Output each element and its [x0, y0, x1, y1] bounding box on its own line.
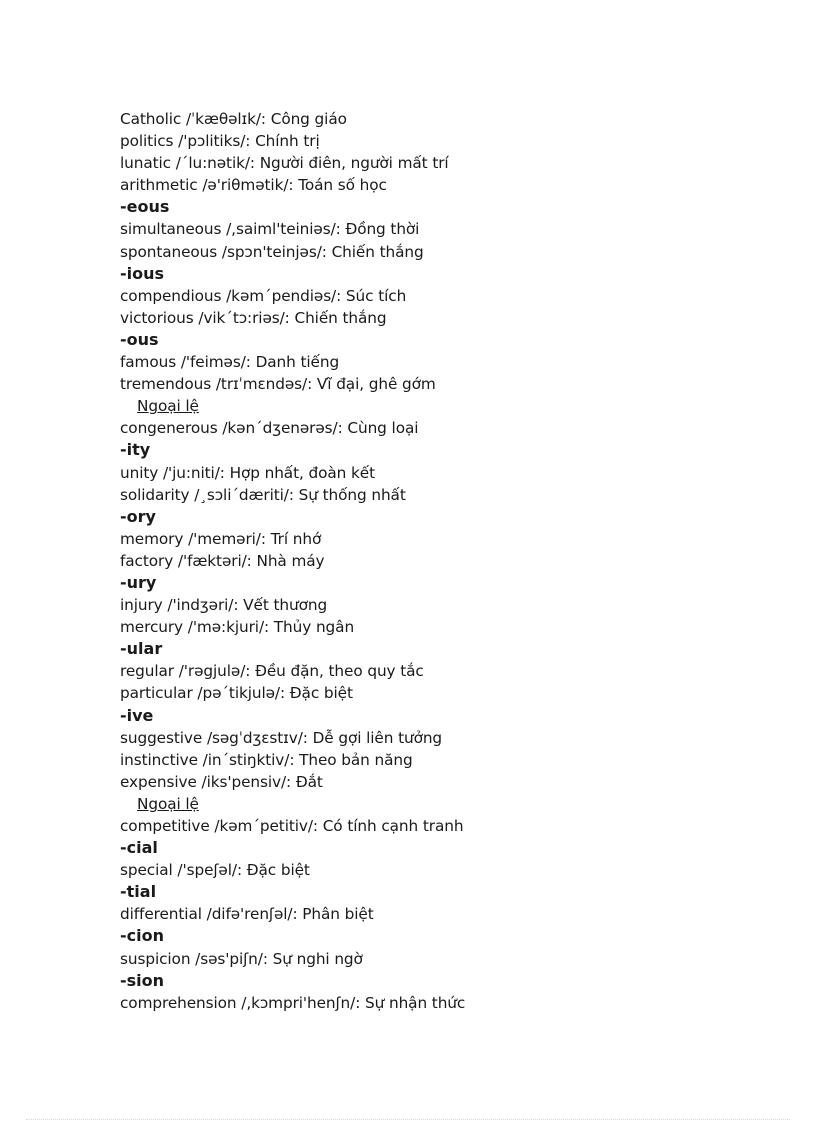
- vocabulary-entry: regular /'rəgjulə/: Đều đặn, theo quy tắc: [120, 662, 424, 681]
- vocabulary-entry: compendious /kəm´pendiəs/: Súc tích: [120, 286, 407, 305]
- vocabulary-entry: politics /'pɔlitiks/: Chính trị: [120, 132, 320, 151]
- vocabulary-entry: congenerous /kən´dʒenərəs/: Cùng loại: [120, 419, 419, 438]
- suffix-heading: -cion: [120, 926, 164, 946]
- vocabulary-entry: special /'speʃəl/: Đặc biệt: [120, 861, 310, 880]
- vocabulary-entry: arithmetic /ə'riθmətik/: Toán số học: [120, 176, 387, 195]
- suffix-heading: -ous: [120, 329, 159, 349]
- vocabulary-entry: spontaneous /spɔn'teinjəs/: Chiến thắng: [120, 242, 424, 261]
- vocabulary-entry: suggestive /səgˈdʒɛstɪv/: Dễ gợi liên tưởng: [120, 728, 443, 747]
- suffix-heading: -sion: [120, 970, 165, 990]
- vocabulary-entry: lunatic /´lu:nətik/: Người điên, người mất trí: [120, 154, 449, 173]
- word-list: [120, 108, 780, 1014]
- vocabulary-entry: mercury /'mə:kjuri/: Thủy ngân: [120, 618, 355, 637]
- vocabulary-entry: injury /'indʒəri/: Vết thương: [120, 596, 328, 615]
- vocabulary-entry: expensive /iks'pensiv/: Đắt: [120, 772, 323, 791]
- suffix-heading: -cial: [120, 838, 158, 858]
- page-bottom-rule: [26, 1119, 790, 1120]
- vocabulary-entry: factory /'fæktəri/: Nhà máy: [120, 551, 325, 570]
- suffix-heading: -ious: [120, 263, 165, 283]
- vocabulary-entry: suspicion /səs'piʃn/: Sự nghi ngờ: [120, 949, 363, 968]
- exception-label: Ngoại lệ: [137, 794, 199, 813]
- suffix-heading: -ory: [120, 506, 156, 526]
- vocabulary-entry: simultaneous /,saiml'teiniəs/: Đồng thời: [120, 220, 420, 239]
- vocabulary-entry: particular /pə´tikjulə/: Đặc biệt: [120, 684, 353, 703]
- vocabulary-entry: memory /'meməri/: Trí nhớ: [120, 529, 322, 548]
- vocabulary-entry: differential /difə'renʃəl/: Phân biệt: [120, 905, 374, 924]
- vocabulary-entry: instinctive /in´stiŋktiv/: Theo bản năng: [120, 750, 413, 769]
- vocabulary-entry: solidarity /¸sɔli´dæriti/: Sự thống nhất: [120, 485, 406, 504]
- vocabulary-entry: tremendous /trɪˈmɛndəs/: Vĩ đại, ghê gớm: [120, 375, 436, 394]
- vocabulary-entry: famous /'feiməs/: Danh tiếng: [120, 353, 340, 372]
- suffix-heading: -tial: [120, 882, 157, 902]
- suffix-heading: -ity: [120, 440, 151, 460]
- suffix-heading: -eous: [120, 197, 170, 217]
- suffix-heading: -ular: [120, 639, 163, 659]
- vocabulary-entry: victorious /vik´tɔ:riəs/: Chiến thắng: [120, 308, 387, 327]
- exception-label: Ngoại lệ: [137, 397, 199, 416]
- suffix-heading: -ive: [120, 705, 154, 725]
- vocabulary-entry: unity /'ju:niti/: Hợp nhất, đoàn kết: [120, 463, 375, 482]
- suffix-heading: -ury: [120, 572, 157, 592]
- vocabulary-entry: comprehension /,kɔmpri'henʃn/: Sự nhận thức: [120, 993, 466, 1012]
- vocabulary-entry: Catholic /ˈkæθəlɪk/: Công giáo: [120, 110, 347, 128]
- vocabulary-entry: competitive /kəm´petitiv/: Có tính cạnh tranh: [120, 817, 464, 835]
